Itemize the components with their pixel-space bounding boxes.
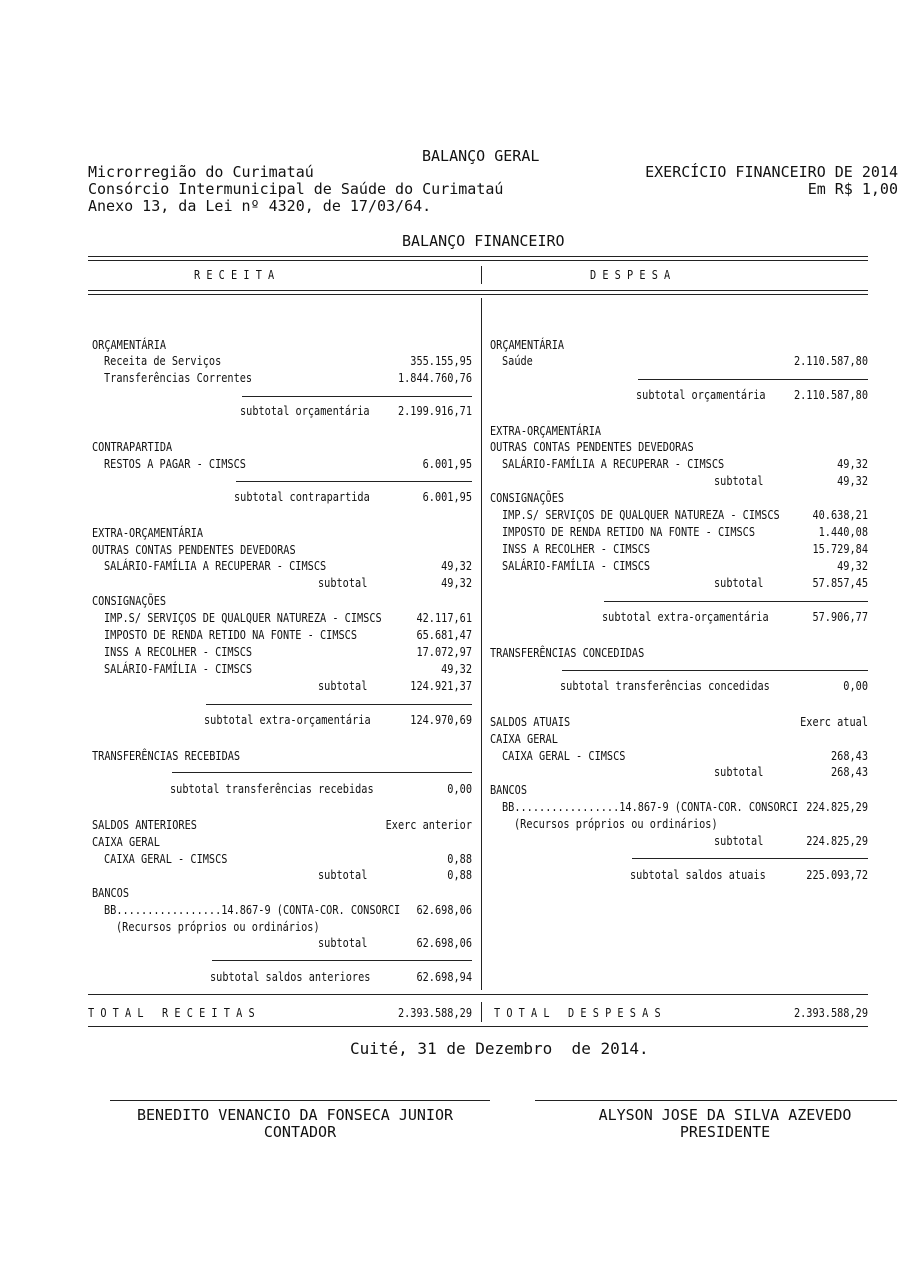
signature-line: [110, 1100, 490, 1101]
totals-divider: [481, 1002, 482, 1022]
region-name: Microrregião do Curimataú: [88, 163, 314, 181]
receita-ex-total-value: 124.970,69: [410, 712, 472, 727]
receita-sa-bk-note: (Recursos próprios ou ordinários): [116, 919, 320, 934]
signatory-name: BENEDITO VENANCIO DA FONSECA JUNIOR: [136, 1106, 454, 1124]
receita-sa-title: SALDOS ANTERIORES: [92, 817, 197, 832]
receita-sa-subtotal-value: 62.698,94: [416, 969, 472, 984]
receita-orc-item: Transferências Correntes: [104, 370, 253, 385]
receita-cons-subtotal-value: 124.921,37: [410, 678, 472, 693]
receita-sa-column-label: Exerc anterior: [385, 817, 472, 832]
receita-orc-title: ORÇAMENTÁRIA: [92, 337, 167, 352]
subtotal-rule: [562, 670, 868, 671]
receita-cons-value: 42.117,61: [416, 610, 472, 625]
subtotal-rule: [632, 858, 868, 859]
receita-ex-item: SALÁRIO-FAMÍLIA A RECUPERAR - CIMSCS: [104, 558, 327, 573]
receita-sa-bk-value: 62.698,06: [416, 902, 472, 917]
signatory-role: PRESIDENTE: [679, 1123, 771, 1141]
receita-sa-bk-subtotal-label: subtotal: [318, 935, 368, 950]
receita-cp-value: 6.001,95: [422, 456, 472, 471]
despesa-cons-value: 49,32: [837, 558, 868, 573]
despesa-sat-cx-subtotal-value: 268,43: [830, 764, 868, 779]
subtotal-rule: [212, 960, 472, 961]
despesa-cons-item: SALÁRIO-FAMÍLIA - CIMSCS: [502, 558, 651, 573]
despesa-sat-cx-value: 268,43: [830, 748, 868, 763]
receita-cons-title: CONSIGNAÇÕES: [92, 593, 167, 608]
subtotal-rule: [172, 772, 472, 773]
despesa-sat-bk-subtotal-value: 224.825,29: [806, 833, 868, 848]
despesa-tc-subtotal-value: 0,00: [843, 678, 868, 693]
total-despesas-value: 2.393.588,29: [793, 1005, 868, 1020]
receita-ex-value: 49,32: [441, 558, 472, 573]
header-top-rule: [88, 256, 868, 261]
total-receitas-value: 2.393.588,29: [397, 1005, 472, 1020]
receita-cp-subtotal-value: 6.001,95: [422, 489, 472, 504]
receita-cp-subtotal-label: subtotal contrapartida: [234, 489, 370, 504]
signature-line: [535, 1100, 897, 1101]
despesa-sat-bk-note: (Recursos próprios ou ordinários): [514, 816, 718, 831]
receita-cons-subtotal-label: subtotal: [318, 678, 368, 693]
despesa-orc-subtotal-value: 2.110.587,80: [793, 387, 868, 402]
despesa-cons-value: 15.729,84: [812, 541, 868, 556]
receita-orc-value: 355.155,95: [410, 353, 472, 368]
despesa-sat-cx-item: CAIXA GERAL - CIMSCS: [502, 748, 626, 763]
despesa-ex-total-label: subtotal extra-orçamentária: [602, 609, 769, 624]
legal-annex: Anexo 13, da Lei nº 4320, de 17/03/64.: [88, 197, 432, 215]
receita-ex-total-label: subtotal extra-orçamentária: [204, 712, 371, 727]
receita-tr-subtotal-label: subtotal transferências recebidas: [170, 781, 374, 796]
receita-orc-value: 1.844.760,76: [397, 370, 472, 385]
receita-cons-item: INSS A RECOLHER - CIMSCS: [104, 644, 253, 659]
receita-orc-item: Receita de Serviços: [104, 353, 222, 368]
despesa-sat-cx-title: CAIXA GERAL: [490, 731, 558, 746]
totals-top-rule: [88, 994, 868, 995]
despesa-cons-item: IMP.S/ SERVIÇOS DE QUALQUER NATUREZA - CIMSCS: [502, 507, 780, 522]
despesa-sat-subtotal-label: subtotal saldos atuais: [630, 867, 766, 882]
despesa-sat-column-label: Exerc atual: [800, 714, 868, 729]
subtotal-rule: [638, 379, 868, 380]
signatory-name: ALYSON JOSE DA SILVA AZEVEDO: [598, 1106, 852, 1124]
despesa-ex-group: OUTRAS CONTAS PENDENTES DEVEDORAS: [490, 439, 694, 454]
despesa-sat-bk-subtotal-label: subtotal: [714, 833, 764, 848]
currency-unit: Em R$ 1,00: [807, 180, 898, 198]
despesa-ex-value: 49,32: [837, 456, 868, 471]
despesa-sat-cx-subtotal-label: subtotal: [714, 764, 764, 779]
report-subtitle: BALANÇO FINANCEIRO: [402, 232, 565, 250]
signatory-role: CONTADOR: [263, 1123, 337, 1141]
receita-cons-item: SALÁRIO-FAMÍLIA - CIMSCS: [104, 661, 253, 676]
receita-cons-item: IMPOSTO DE RENDA RETIDO NA FONTE - CIMSCS: [104, 627, 358, 642]
document-title: BALANÇO GERAL: [422, 147, 540, 165]
subtotal-rule: [206, 704, 472, 705]
receita-cp-item: RESTOS A PAGAR - CIMSCS: [104, 456, 246, 471]
place-date: Cuité, 31 de Dezembro de 2014.: [350, 1039, 649, 1058]
despesa-ex-item: SALÁRIO-FAMÍLIA A RECUPERAR - CIMSCS: [502, 456, 725, 471]
receita-sa-cx-subtotal-label: subtotal: [318, 867, 368, 882]
despesa-tc-subtotal-label: subtotal transferências concedidas: [560, 678, 770, 693]
receita-orc-subtotal-value: 2.199.916,71: [397, 403, 472, 418]
despesa-sat-bk-value: 224.825,29: [806, 799, 868, 814]
column-divider: [481, 298, 482, 990]
despesa-cons-item: INSS A RECOLHER - CIMSCS: [502, 541, 651, 556]
despesa-ex-subtotal-value: 49,32: [837, 473, 868, 488]
fiscal-year: EXERCÍCIO FINANCEIRO DE 2014: [645, 163, 898, 181]
receita-tr-subtotal-value: 0,00: [447, 781, 472, 796]
despesa-orc-item: Saúde: [502, 353, 533, 368]
receita-cp-title: CONTRAPARTIDA: [92, 439, 173, 454]
receita-sa-bk-item: BB.................14.867-9 (CONTA-COR. CONSORCI: [104, 902, 401, 917]
despesa-sat-subtotal-value: 225.093,72: [806, 867, 868, 882]
despesa-cons-value: 40.638,21: [812, 507, 868, 522]
receita-cons-value: 65.681,47: [416, 627, 472, 642]
receita-cons-item: IMP.S/ SERVIÇOS DE QUALQUER NATUREZA - CIMSCS: [104, 610, 382, 625]
total-receitas-label: T O T A L R E C E I T A S: [88, 1005, 255, 1020]
receita-sa-cx-subtotal-value: 0,88: [447, 867, 472, 882]
receita-sa-cx-title: CAIXA GERAL: [92, 834, 160, 849]
despesa-cons-value: 1.440,08: [818, 524, 868, 539]
despesa-ex-subtotal-label: subtotal: [714, 473, 764, 488]
subtotal-rule: [242, 396, 472, 397]
receita-sa-bk-subtotal-value: 62.698,06: [416, 935, 472, 950]
receita-ex-title: EXTRA-ORÇAMENTÁRIA: [92, 525, 204, 540]
total-despesas-label: T O T A L D E S P E S A S: [494, 1005, 661, 1020]
receita-tr-title: TRANSFERÊNCIAS RECEBIDAS: [92, 748, 241, 763]
despesa-sat-title: SALDOS ATUAIS: [490, 714, 571, 729]
despesa-ex-title: EXTRA-ORÇAMENTÁRIA: [490, 423, 602, 438]
despesa-cons-item: IMPOSTO DE RENDA RETIDO NA FONTE - CIMSCS: [502, 524, 756, 539]
receita-sa-cx-value: 0,88: [447, 851, 472, 866]
receita-ex-subtotal-label: subtotal: [318, 575, 368, 590]
receita-cons-value: 49,32: [441, 661, 472, 676]
despesa-column-header: D E S P E S A: [590, 267, 671, 282]
receita-sa-cx-item: CAIXA GERAL - CIMSCS: [104, 851, 228, 866]
header-bottom-rule: [88, 290, 868, 295]
despesa-sat-bk-item: BB.................14.867-9 (CONTA-COR. CONSORCI: [502, 799, 799, 814]
despesa-ex-total-value: 57.906,77: [812, 609, 868, 624]
header-divider: [481, 266, 482, 284]
despesa-cons-subtotal-value: 57.857,45: [812, 575, 868, 590]
totals-bottom-rule: [88, 1026, 868, 1027]
despesa-tc-title: TRANSFERÊNCIAS CONCEDIDAS: [490, 645, 645, 660]
receita-sa-bk-title: BANCOS: [92, 885, 130, 900]
despesa-orc-title: ORÇAMENTÁRIA: [490, 337, 565, 352]
subtotal-rule: [604, 601, 868, 602]
despesa-cons-subtotal-label: subtotal: [714, 575, 764, 590]
receita-column-header: R E C E I T A: [194, 267, 275, 282]
despesa-orc-value: 2.110.587,80: [793, 353, 868, 368]
despesa-orc-subtotal-label: subtotal orçamentária: [636, 387, 766, 402]
entity-name: Consórcio Intermunicipal de Saúde do Curimataú: [88, 180, 504, 198]
receita-cons-value: 17.072,97: [416, 644, 472, 659]
receita-orc-subtotal-label: subtotal orçamentária: [240, 403, 370, 418]
receita-ex-group: OUTRAS CONTAS PENDENTES DEVEDORAS: [92, 542, 296, 557]
despesa-cons-title: CONSIGNAÇÕES: [490, 490, 565, 505]
receita-sa-subtotal-label: subtotal saldos anteriores: [210, 969, 371, 984]
despesa-sat-bk-title: BANCOS: [490, 782, 528, 797]
subtotal-rule: [236, 481, 472, 482]
receita-ex-subtotal-value: 49,32: [441, 575, 472, 590]
